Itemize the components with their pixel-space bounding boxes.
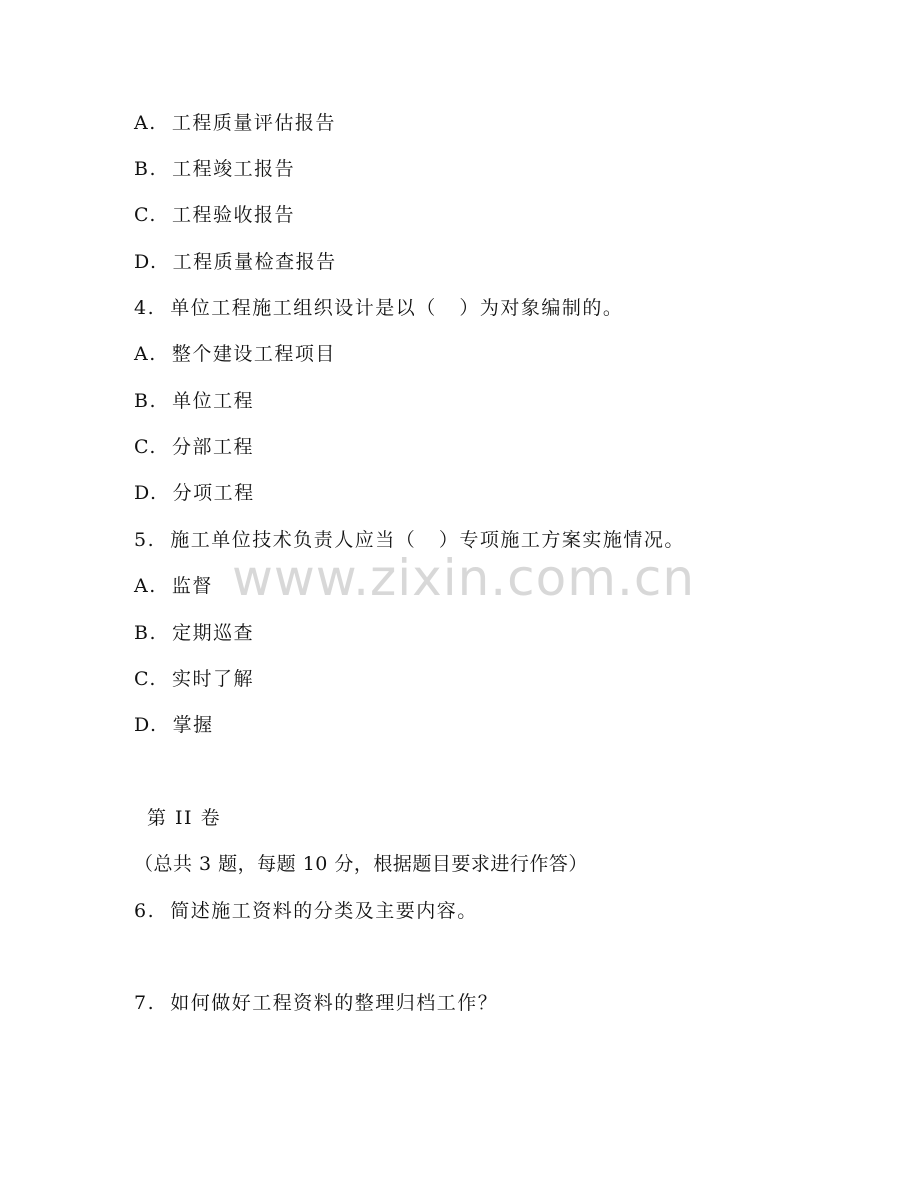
q6-stem: 6. 简述施工资料的分类及主要内容。 (134, 900, 478, 922)
q3-option-d: D. 工程质量检查报告 (134, 251, 337, 273)
q3-option-a: A. 工程质量评估报告 (134, 112, 336, 134)
q4-option-b: B. 单位工程 (134, 390, 255, 412)
q5-option-c: C. 实时了解 (134, 668, 254, 690)
q4-option-c: C. 分部工程 (134, 436, 254, 458)
q5-option-d: D. 掌握 (134, 714, 214, 736)
q4-option-d: D. 分项工程 (134, 482, 255, 504)
q5-option-b: B. 定期巡查 (134, 622, 255, 644)
watermark-text: www.zixin.com.cn (232, 549, 696, 607)
q3-option-b: B. 工程竣工报告 (134, 158, 296, 180)
q3-option-c: C. 工程验收报告 (134, 204, 295, 226)
part2-title: 第 II 卷 (147, 807, 222, 829)
part2-instruction: （总共 3 题，每题 10 分，根据题目要求进行作答） (134, 853, 588, 875)
q4-option-a: A. 整个建设工程项目 (134, 343, 336, 365)
q7-stem: 7. 如何做好工程资料的整理归档工作？ (134, 992, 499, 1014)
q5-option-a: A. 监督 (134, 575, 213, 597)
q5-stem: 5. 施工单位技术负责人应当（ ）专项施工方案实施情况。 (134, 529, 685, 551)
q4-stem: 4. 单位工程施工组织设计是以（ ）为对象编制的。 (134, 297, 624, 319)
